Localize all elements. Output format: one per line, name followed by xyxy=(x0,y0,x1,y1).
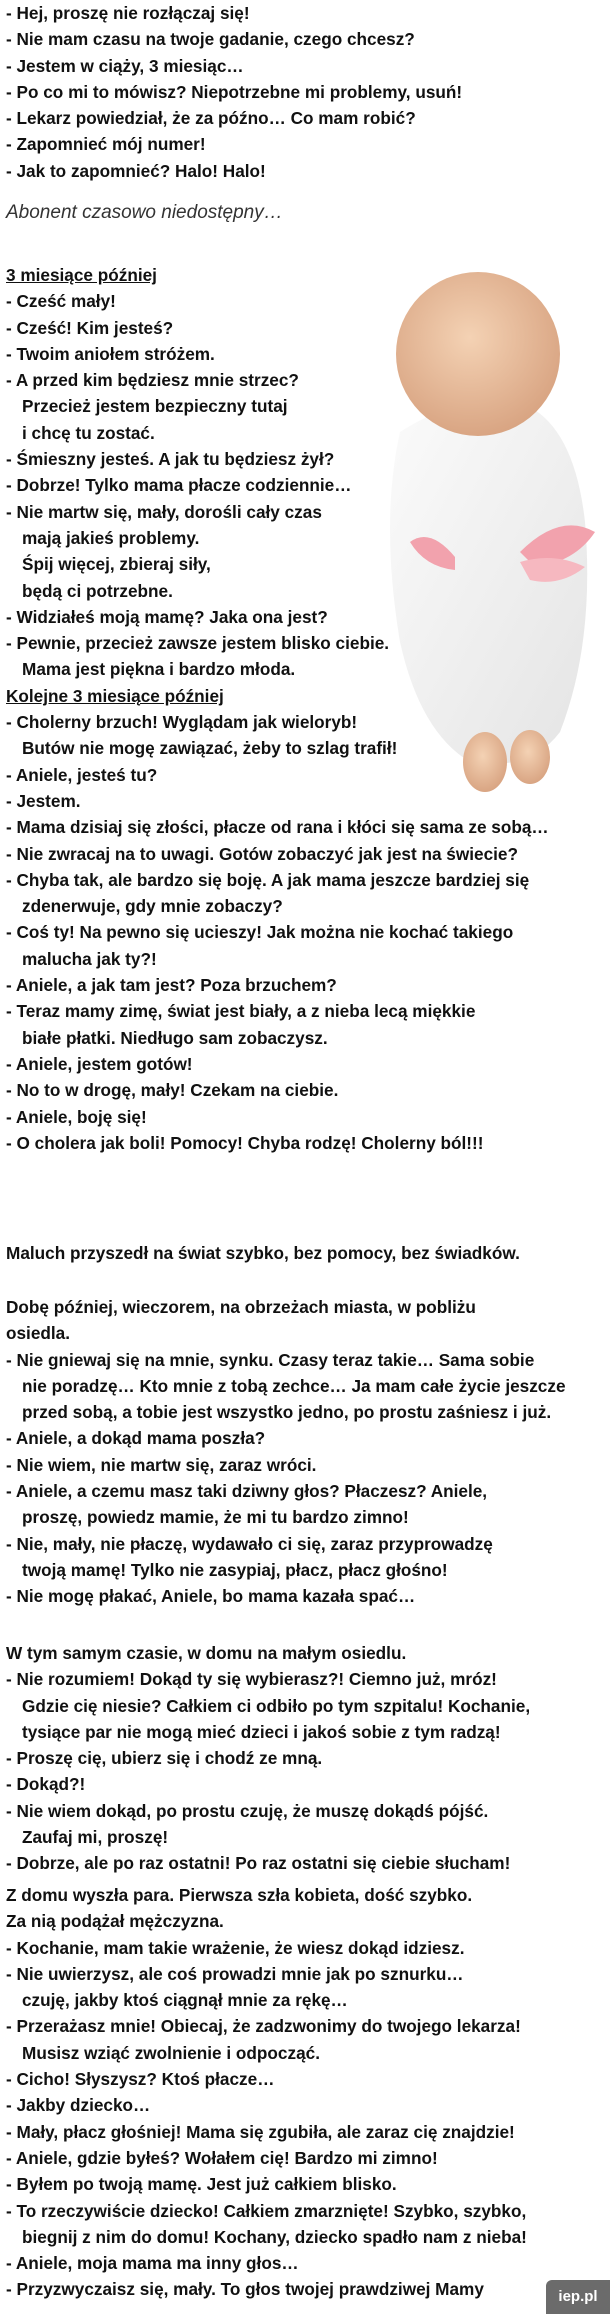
text-line: W tym samym czasie, w domu na małym osiedlu. xyxy=(6,1643,407,1663)
text-line: - Nie martw się, mały, dorośli cały czas xyxy=(6,501,322,522)
text-line: - Dobrze, ale po raz ostatni! Po raz ostatni się ciebie słucham! xyxy=(6,1853,511,1874)
text-line: tysiące par nie mogą mieć dzieci i jakoś sobie z tym radzą! xyxy=(22,1721,501,1742)
text-line: - Aniele, boję się! xyxy=(6,1106,147,1127)
text-line: - Nie rozumiem! Dokąd ty się wybierasz?! Ciemno już, mróz! xyxy=(6,1669,497,1690)
text-line: twoją mamę! Tylko nie zasypiaj, płacz, płacz głośno! xyxy=(22,1559,448,1580)
text-line: - Nie wiem dokąd, po prostu czuję, że muszę dokądś pójść. xyxy=(6,1800,489,1821)
text-line: mają jakieś problemy. xyxy=(22,527,200,548)
text-line: białe płatki. Niedługo sam zobaczysz. xyxy=(22,1027,328,1048)
text-line: - O cholera jak boli! Pomocy! Chyba rodzę! Cholerny ból!!! xyxy=(6,1132,484,1153)
text-line: Przecież jestem bezpieczny tutaj xyxy=(22,396,288,417)
text-line: - Byłem po twoją mamę. Jest już całkiem blisko. xyxy=(6,2174,397,2195)
text-line: - Aniele, a jak tam jest? Poza brzuchem? xyxy=(6,975,337,996)
text-line: - Cicho! Słyszysz? Ktoś płacze… xyxy=(6,2069,275,2090)
text-line: - Nie gniewaj się na mnie, synku. Czasy teraz takie… Sama sobie xyxy=(6,1349,535,1370)
text-line: - Chyba tak, ale bardzo się boję. A jak mama jeszcze bardziej się xyxy=(6,869,530,890)
text-line: - Jestem. xyxy=(6,790,81,811)
text-line: - Proszę cię, ubierz się i chodź ze mną. xyxy=(6,1748,323,1769)
section-next-day xyxy=(6,1294,606,1610)
text-line: - Widziałeś moją mamę? Jaka ona jest? xyxy=(6,606,328,627)
text-line: - Aniele, jesteś tu? xyxy=(6,764,158,785)
heading-next-three-months: Kolejne 3 miesiące później xyxy=(6,685,224,706)
text-line: - Cholerny brzuch! Wyglądam jak wieloryb! xyxy=(6,712,358,733)
text-line: - Nie mam czasu na twoje gadanie, czego chcesz? xyxy=(6,29,415,50)
text-line: - Nie wiem, nie martw się, zaraz wróci. xyxy=(6,1454,317,1475)
text-line: Zaufaj mi, proszę! xyxy=(22,1827,169,1848)
text-line: Butów nie mogę zawiązać, żeby to szlag trafił! xyxy=(22,738,398,759)
text-line: - Cześć mały! xyxy=(6,291,116,312)
text-line: czuję, jakby ktoś ciągnął mnie za rękę… xyxy=(22,1990,348,2011)
text-line: przed sobą, a tobie jest wszystko jedno, po prostu zaśniesz i już. xyxy=(22,1402,552,1423)
text-line: - Lekarz powiedział, że za późno… Co mam robić? xyxy=(6,108,416,129)
text-line: biegnij z nim do domu! Kochany, dziecko spadło nam z nieba! xyxy=(22,2226,527,2247)
text-line: Śpij więcej, zbieraj siły, xyxy=(22,554,211,575)
text-line: - A przed kim będziesz mnie strzec? xyxy=(6,370,299,391)
text-line: - Mama dzisiaj się złości, płacze od rana i kłóci się sama ze sobą… xyxy=(6,817,549,838)
text-line: - Przyzwyczaisz się, mały. To głos twojej prawdziwej Mamy xyxy=(6,2279,484,2300)
text-line: Dobę później, wieczorem, na obrzeżach miasta, w pobliżu xyxy=(6,1297,476,1317)
text-line: - No to w drogę, mały! Czekam na ciebie. xyxy=(6,1080,339,1101)
text-line: Musisz wziąć zwolnienie i odpocząć. xyxy=(22,2042,320,2063)
section-phone-call xyxy=(6,0,606,184)
text-line: - Aniele, a dokąd mama poszła? xyxy=(6,1428,266,1449)
section-couple xyxy=(6,1882,606,2303)
text-line: zdenerwuje, gdy mnie zobaczy? xyxy=(22,896,283,917)
text-line: Za nią podążał mężczyzna. xyxy=(6,1911,224,1932)
text-line: Gdzie cię niesie? Całkiem ci odbiło po tym szpitalu! Kochanie, xyxy=(22,1695,531,1716)
text-line: - Dobrze! Tylko mama płacze codziennie… xyxy=(6,475,352,496)
text-line: - Nie zwracaj na to uwagi. Gotów zobaczyć jak jest na świecie? xyxy=(6,843,518,864)
text-line: - Śmieszny jesteś. A jak tu będziesz żył? xyxy=(6,449,335,470)
text-line: - Aniele, jestem gotów! xyxy=(6,1053,193,1074)
section-same-time xyxy=(6,1640,606,1877)
text-line: osiedla. xyxy=(6,1323,70,1344)
text-line: - Nie mogę płakać, Aniele, bo mama kazała spać… xyxy=(6,1586,416,1607)
text-line: - Jak to zapomnieć? Halo! Halo! xyxy=(6,160,266,181)
text-line: - Teraz mamy zimę, świat jest biały, a z nieba lecą miękkie xyxy=(6,1001,476,1022)
watermark-logo: iep.pl xyxy=(546,2280,610,2314)
text-line: - Przerażasz mnie! Obiecaj, że zadzwonimy do twojego lekarza! xyxy=(6,2016,521,2037)
text-line: - To rzeczywiście dziecko! Całkiem zmarznięte! Szybko, szybko, xyxy=(6,2200,527,2221)
section-three-months xyxy=(6,262,606,1156)
text-line: - Kochanie, mam takie wrażenie, że wiesz dokąd idziesz. xyxy=(6,1937,465,1958)
text-line: - Cześć! Kim jesteś? xyxy=(6,317,174,338)
text-line: - Mały, płacz głośniej! Mama się zgubiła, ale zaraz cię znajdzie! xyxy=(6,2121,515,2142)
text-line: i chcę tu zostać. xyxy=(22,422,155,443)
text-line: - Zapomnieć mój numer! xyxy=(6,134,206,155)
text-line: - Aniele, moja mama ma inny głos… xyxy=(6,2253,299,2274)
text-line: - Pewnie, przecież zawsze jestem blisko ciebie. xyxy=(6,633,390,654)
text-line: - Po co mi to mówisz? Niepotrzebne mi problemy, usuń! xyxy=(6,81,463,102)
text-line: proszę, powiedz mamie, że mi tu bardzo zimno! xyxy=(22,1507,409,1528)
text-line: - Jestem w ciąży, 3 miesiąc… xyxy=(6,55,244,76)
text-line: nie poradzę… Kto mnie z tobą zechce… Ja mam całe życie jeszcze xyxy=(22,1375,566,1396)
text-line: - Nie uwierzysz, ale coś prowadzi mnie jak po sznurku… xyxy=(6,1963,464,1984)
paragraph-birth: Maluch przyszedł na świat szybko, bez pomocy, bez świadków. xyxy=(6,1243,520,1263)
abonent-note: Abonent czasowo niedostępny… xyxy=(6,202,283,223)
text-line: malucha jak ty?! xyxy=(22,948,157,969)
text-line: Mama jest piękna i bardzo młoda. xyxy=(22,659,296,680)
text-line: - Twoim aniołem stróżem. xyxy=(6,343,215,364)
text-line: będą ci potrzebne. xyxy=(22,580,173,601)
text-line: - Hej, proszę nie rozłączaj się! xyxy=(6,3,250,23)
heading-three-months: 3 miesiące później xyxy=(6,265,157,285)
text-line: - Dokąd?! xyxy=(6,1774,86,1795)
text-line: - Aniele, gdzie byłeś? Wołałem cię! Bardzo mi zimno! xyxy=(6,2147,438,2168)
text-line: - Coś ty! Na pewno się ucieszy! Jak można nie kochać takiego xyxy=(6,922,514,943)
text-line: Z domu wyszła para. Pierwsza szła kobieta, dość szybko. xyxy=(6,1885,473,1905)
text-line: - Nie, mały, nie płaczę, wydawało ci się, zaraz przyprowadzę xyxy=(6,1533,493,1554)
text-line: - Aniele, a czemu masz taki dziwny głos? Płaczesz? Aniele, xyxy=(6,1481,488,1502)
text-line: - Jakby dziecko… xyxy=(6,2095,151,2116)
